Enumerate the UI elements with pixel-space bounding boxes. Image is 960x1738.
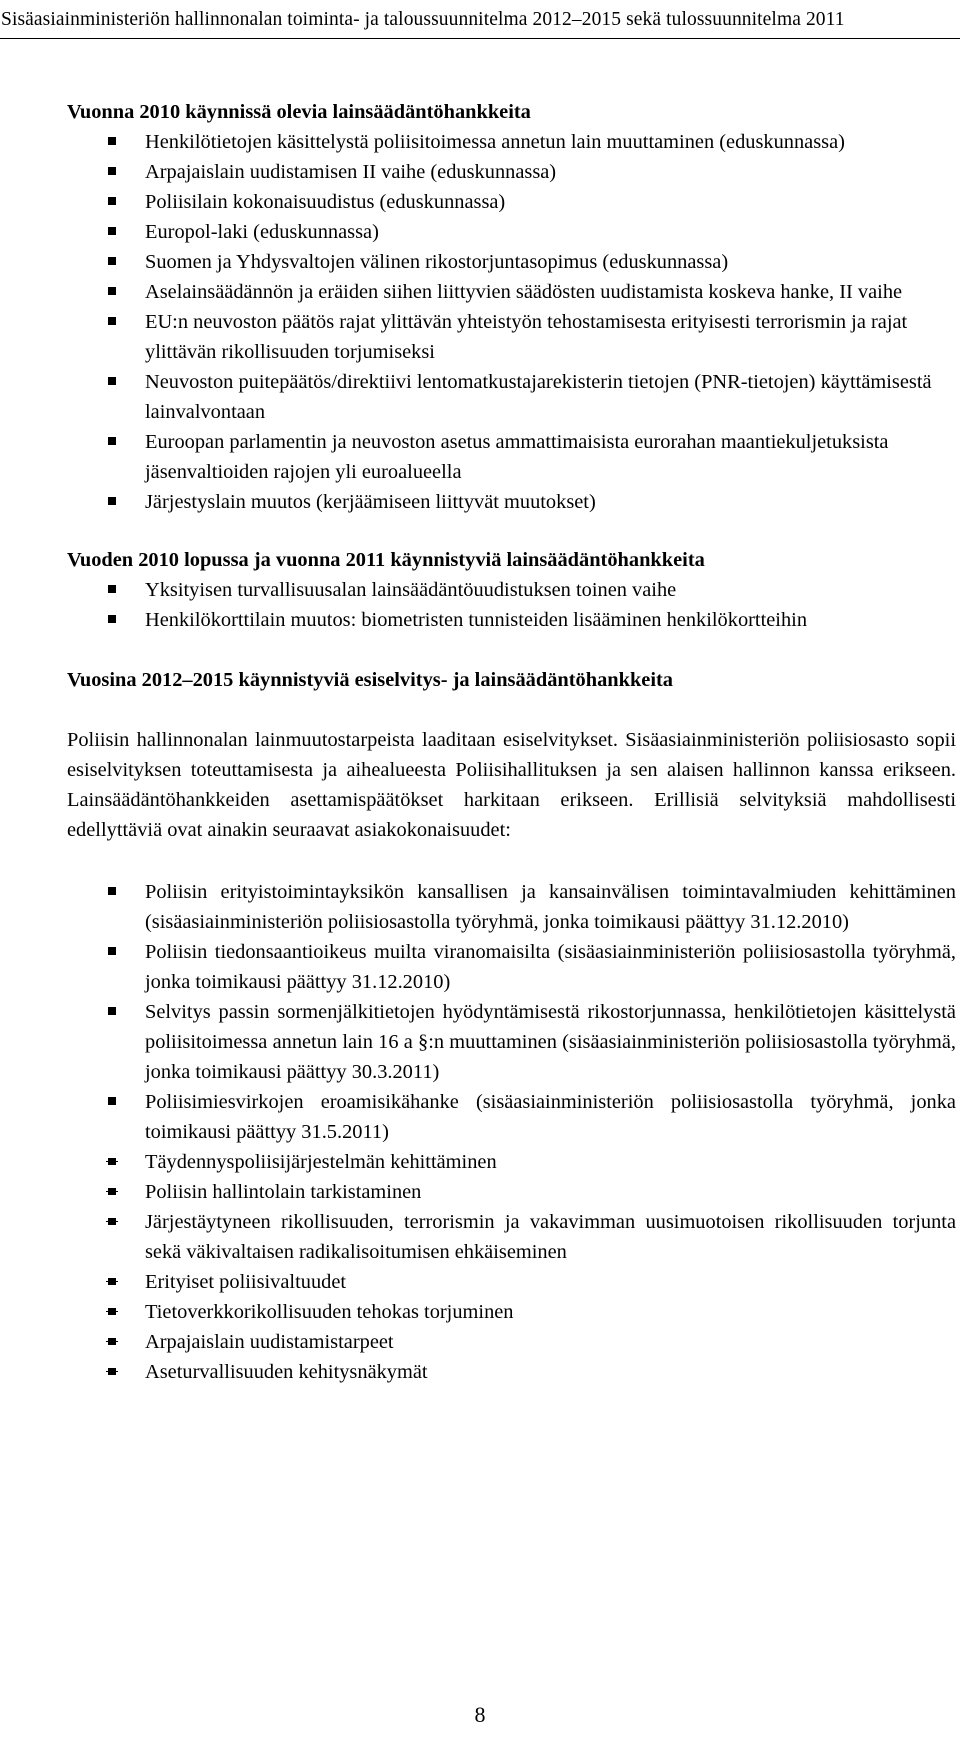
list-item: Arpajaislain uudistamistarpeet: [67, 1327, 956, 1357]
list-item: Poliisilain kokonaisuudistus (eduskunnassa): [67, 187, 956, 217]
list-item: Neuvoston puitepäätös/direktiivi lentomatkustajarekisterin tietojen (PNR-tietojen) käyttämisestä lainvalvontaan: [67, 367, 956, 427]
future-projects-list: [67, 877, 956, 1387]
dash-bullet-icon: [106, 1338, 118, 1345]
square-bullet-icon: [108, 377, 116, 385]
dash-bullet-icon: [106, 1218, 118, 1225]
square-bullet-icon: [108, 317, 116, 325]
square-bullet-icon: [108, 287, 116, 295]
list-item: Arpajaislain uudistamisen II vaihe (eduskunnassa): [67, 157, 956, 187]
list-item: Aseturvallisuuden kehitysnäkymät: [67, 1357, 956, 1387]
document-body: [67, 97, 956, 1387]
square-bullet-icon: [108, 257, 116, 265]
square-bullet-icon: [108, 197, 116, 205]
list-item: Selvitys passin sormenjälkitietojen hyödyntämisestä rikostorjunnassa, henkilötietojen käsittelystä poliisitoimessa annetun lain 16 a §:n muuttaminen (sisäasiainministeriön poliisiosastolla työryhmä, jonka toimikausi päättyy 30.3.2011): [67, 997, 956, 1087]
list-item: Poliisimiesvirkojen eroamisikähanke (sisäasiainministeriön poliisiosastolla työryhmä, jonka toimikausi päättyy 31.5.2011): [67, 1087, 956, 1147]
list-item: Poliisin erityistoimintayksikön kansallisen ja kansainvälisen toimintavalmiuden kehittäminen (sisäasiainministeriön poliisiosastolla työryhmä, jonka toimikausi päättyy 31.12.2010): [67, 877, 956, 937]
list-item: Poliisin tiedonsaantioikeus muilta viranomaisilta (sisäasiainministeriön poliisiosastolla työryhmä, jonka toimikausi päättyy 31.12.2010): [67, 937, 956, 997]
square-bullet-icon: [108, 437, 116, 445]
list-item: Järjestäytyneen rikollisuuden, terrorismin ja vakavimman uusimuotoisen rikollisuuden torjunta sekä väkivaltaisen radikalisoitumisen ehkäiseminen: [67, 1207, 956, 1267]
square-bullet-icon: [108, 1097, 116, 1105]
square-bullet-icon: [108, 497, 116, 505]
square-bullet-icon: [108, 615, 116, 623]
page-number: 8: [474, 1702, 486, 1727]
square-bullet-icon: [108, 137, 116, 145]
list-item: Tietoverkkorikollisuuden tehokas torjuminen: [67, 1297, 956, 1327]
dash-bullet-icon: [106, 1158, 118, 1165]
starting-projects-list: [67, 575, 956, 635]
section-heading-future-projects: Vuosina 2012–2015 käynnistyviä esiselvitys- ja lainsäädäntöhankkeita: [67, 669, 673, 691]
list-item: Euroopan parlamentin ja neuvoston asetus ammattimaisista eurorahan maantiekuljetuksista jäsenvaltioiden rajojen yli euroalueella: [67, 427, 956, 487]
list-item: Erityiset poliisivaltuudet: [67, 1267, 956, 1297]
list-item: Yksityisen turvallisuusalan lainsäädäntöuudistuksen toinen vaihe: [67, 575, 956, 605]
square-bullet-icon: [108, 585, 116, 593]
list-item: Europol-laki (eduskunnassa): [67, 217, 956, 247]
list-item: EU:n neuvoston päätös rajat ylittävän yhteistyön tehostamisesta erityisesti terrorismin ja rajat ylittävän rikollisuuden torjumiseksi: [67, 307, 956, 367]
dash-bullet-icon: [106, 1188, 118, 1195]
dash-bullet-icon: [106, 1308, 118, 1315]
section-heading-ongoing-projects: Vuonna 2010 käynnissä olevia lainsäädäntöhankkeita: [67, 101, 531, 123]
list-item: Henkilökorttilain muutos: biometristen tunnisteiden lisääminen henkilökortteihin: [67, 605, 956, 635]
square-bullet-icon: [108, 887, 116, 895]
ongoing-projects-list: [67, 127, 956, 517]
list-item: Järjestyslain muutos (kerjäämiseen liittyvät muutokset): [67, 487, 956, 517]
square-bullet-icon: [108, 947, 116, 955]
section-heading-starting-projects: Vuoden 2010 lopussa ja vuonna 2011 käynnistyviä lainsäädäntöhankkeita: [67, 549, 705, 571]
intro-paragraph: Poliisin hallinnonalan lainmuutostarpeista laaditaan esiselvitykset. Sisäasiainministeriön poliisiosasto sopii esiselvityksen toteuttamisesta ja aihealueesta Poliisihallituksen ja sen alaisen hallinnon kanssa erikseen. Lainsäädäntöhankkeiden asettamispäätökset harkitaan erikseen. Erillisiä selvityksiä mahdollisesti edellyttäviä ovat ainakin seuraavat asiakokonaisuudet:: [67, 729, 956, 841]
list-item: Aselainsäädännön ja eräiden siihen liittyvien säädösten uudistamista koskeva hanke, II vaihe: [67, 277, 956, 307]
square-bullet-icon: [108, 1007, 116, 1015]
running-header: Sisäasiainministeriön hallinnonalan toiminta- ja taloussuunnitelma 2012–2015 sekä tulossuunnitelma 2011: [1, 9, 845, 30]
square-bullet-icon: [108, 227, 116, 235]
header-divider: [0, 38, 960, 39]
dash-bullet-icon: [106, 1368, 118, 1375]
list-item: Henkilötietojen käsittelystä poliisitoimessa annetun lain muuttaminen (eduskunnassa): [67, 127, 956, 157]
square-bullet-icon: [108, 167, 116, 175]
list-item: Poliisin hallintolain tarkistaminen: [67, 1177, 956, 1207]
dash-bullet-icon: [106, 1278, 118, 1285]
list-item: Suomen ja Yhdysvaltojen välinen rikostorjuntasopimus (eduskunnassa): [67, 247, 956, 277]
list-item: Täydennyspoliisijärjestelmän kehittäminen: [67, 1147, 956, 1177]
